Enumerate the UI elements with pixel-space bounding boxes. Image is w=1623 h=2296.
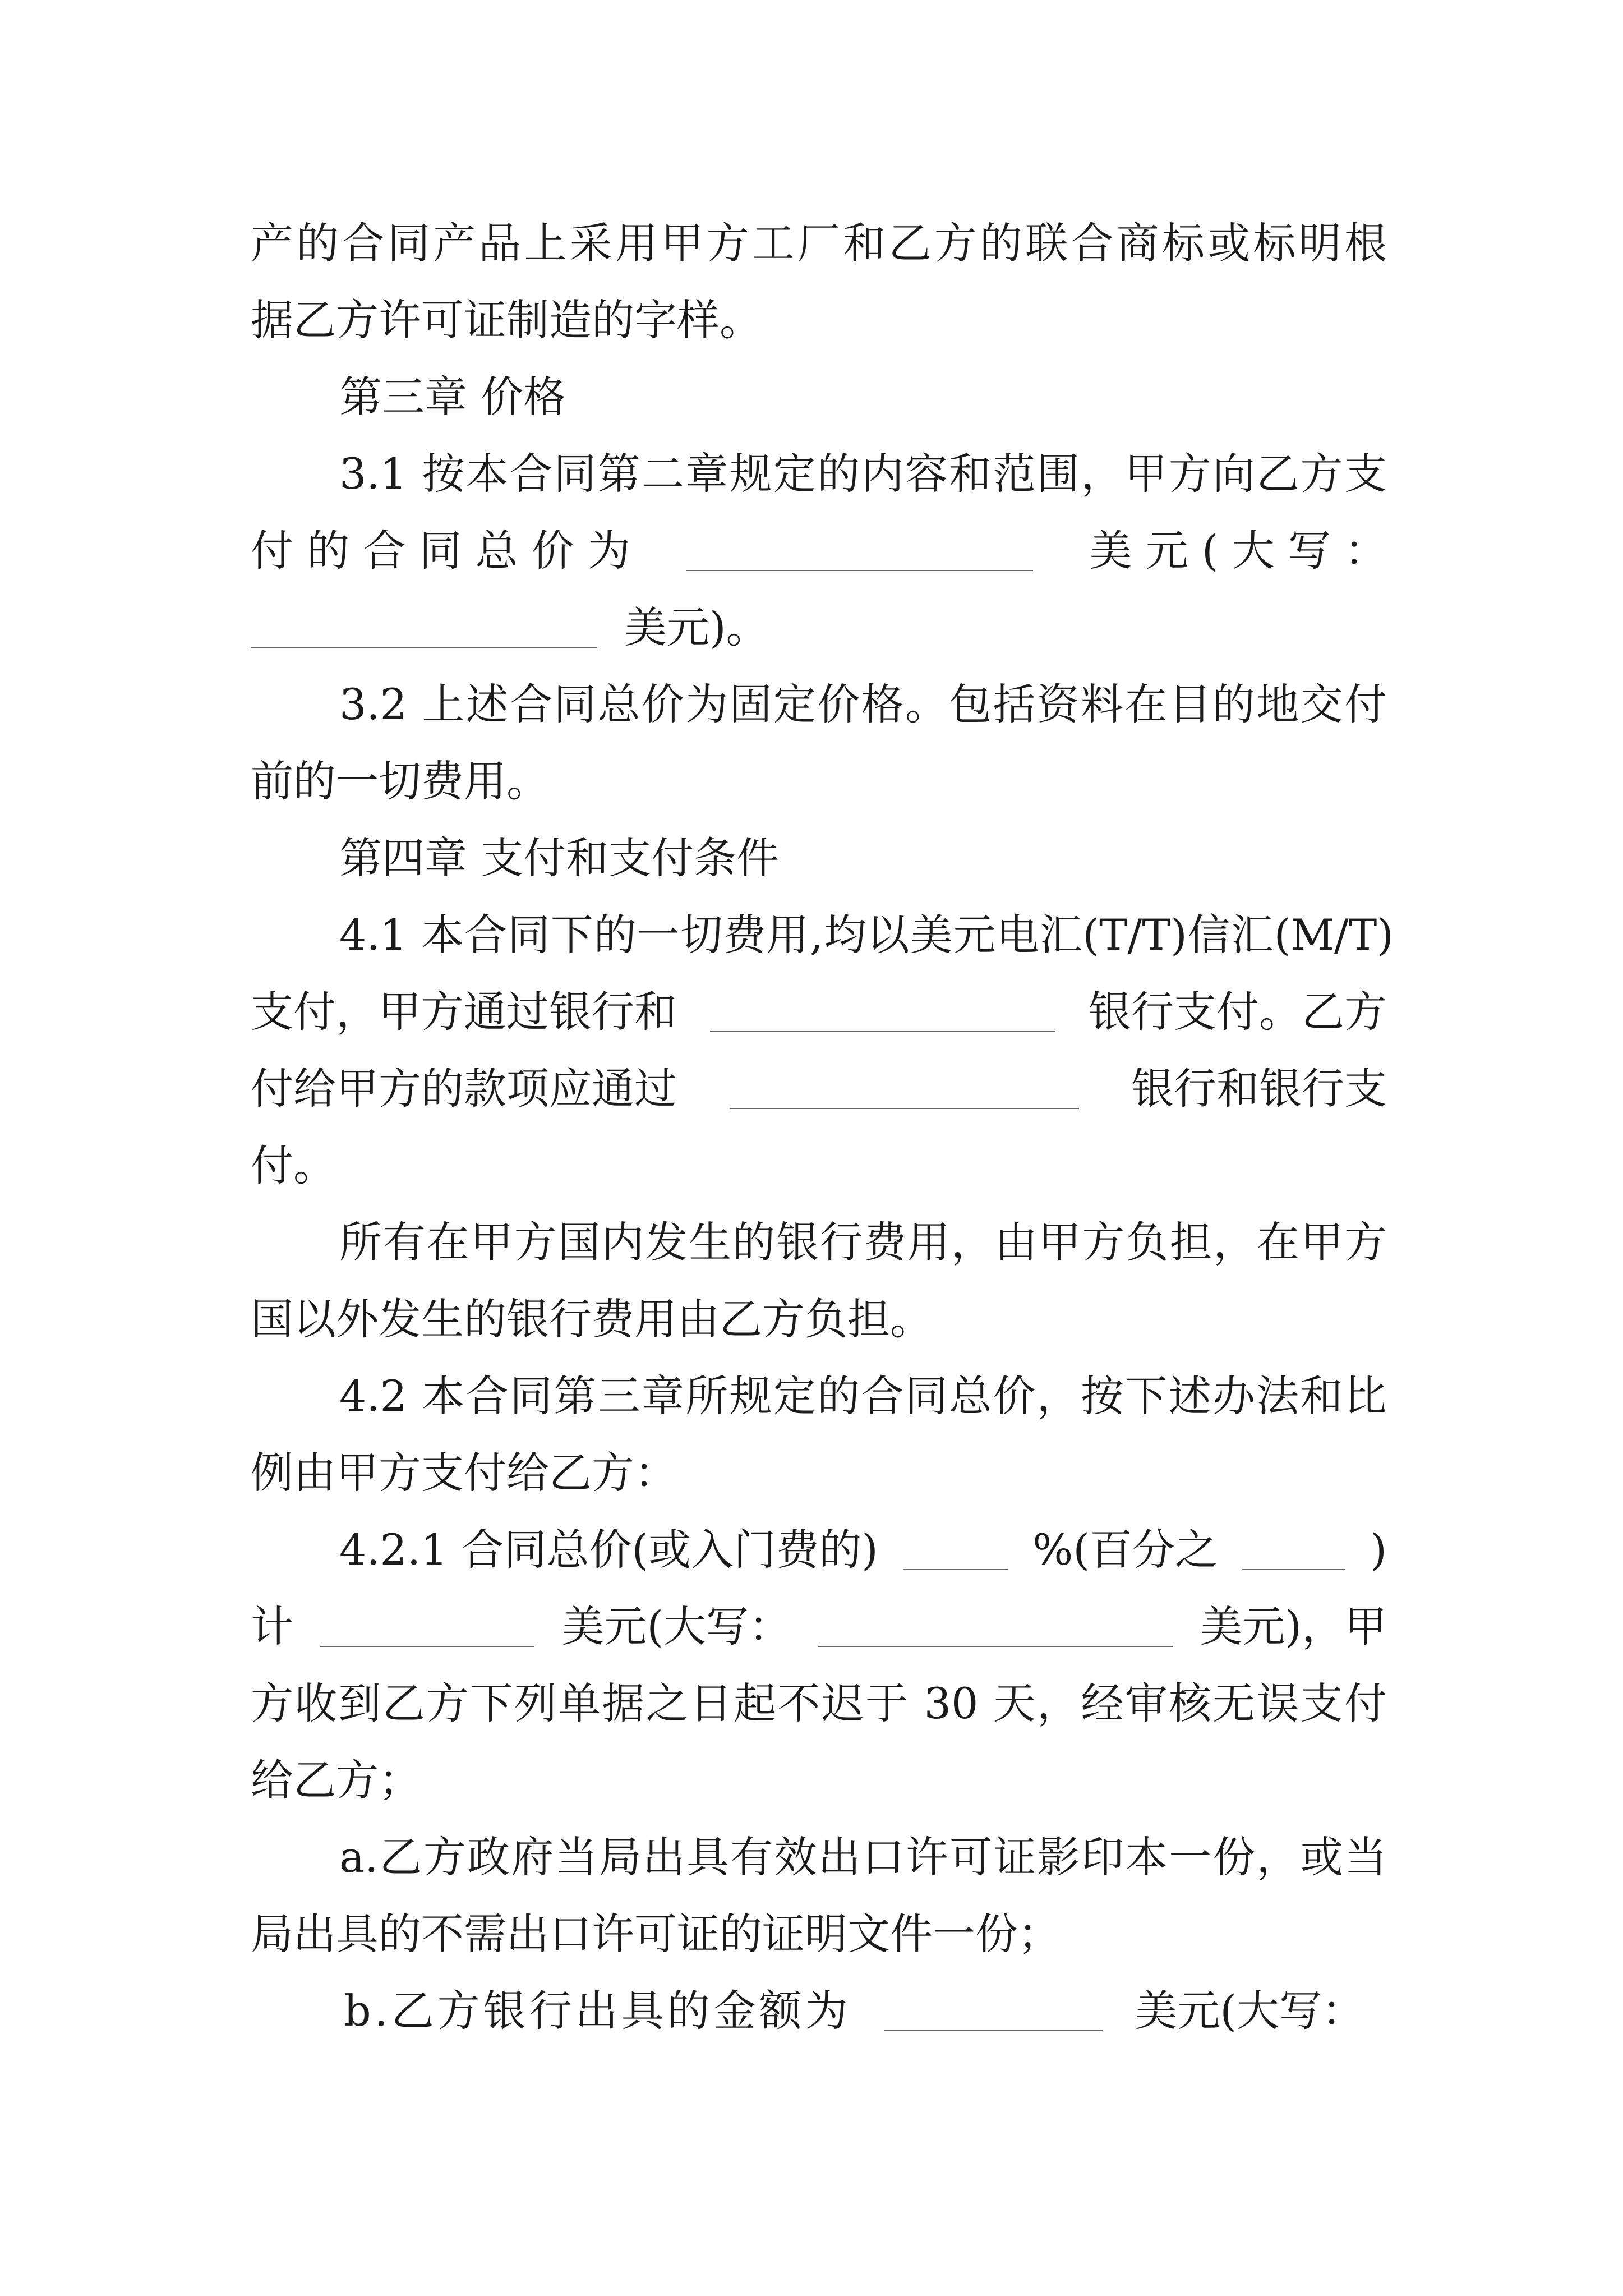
text-segment: ) bbox=[1370, 1525, 1387, 1575]
clause-3-2-line: 3.2 上述合同总价为固定价格。包括资料在目的地交付 bbox=[339, 679, 1387, 729]
text-line: 付。 bbox=[251, 1140, 336, 1190]
text-segment: 美元)，甲 bbox=[1200, 1602, 1387, 1651]
blank-underline bbox=[251, 600, 597, 648]
chapter-heading-price: 第三章 价格 bbox=[339, 372, 566, 422]
text-segment: 支付，甲方通过银行和 bbox=[251, 987, 677, 1037]
blank-underline bbox=[686, 523, 1033, 571]
chapter-heading-payment: 第四章 支付和支付条件 bbox=[339, 833, 780, 883]
text-line: 所有在甲方国内发生的银行费用，由甲方负担，在甲方 bbox=[339, 1217, 1387, 1267]
text-line: 产的合同产品上采用甲方工厂和乙方的联合商标或标明根 bbox=[251, 218, 1387, 268]
text-line: 方收到乙方下列单据之日起不迟于 30 天，经审核无误支付 bbox=[251, 1678, 1387, 1728]
text-segment: %(百分之 bbox=[1032, 1525, 1218, 1575]
blank-underline bbox=[884, 1983, 1103, 2031]
text-line-with-blank bbox=[251, 600, 868, 656]
text-line: 给乙方； bbox=[251, 1755, 421, 1805]
blank-underline bbox=[903, 1522, 1008, 1570]
blank-underline bbox=[730, 1061, 1079, 1109]
text-segment: 4.2.1 合同总价(或入门费的) bbox=[339, 1525, 878, 1575]
text-line: 例由甲方支付给乙方： bbox=[251, 1448, 677, 1498]
blank-underline bbox=[710, 984, 1055, 1032]
text-segment: 美元(大写： bbox=[561, 1602, 791, 1651]
text-segment: 银行支付。乙方 bbox=[1089, 987, 1387, 1037]
text-segment: 美元)。 bbox=[624, 602, 769, 652]
text-line: 国以外发生的银行费用由乙方负担。 bbox=[251, 1294, 933, 1344]
text-line-with-blank bbox=[251, 1061, 1387, 1117]
item-b-line bbox=[344, 1983, 1364, 2039]
text-segment: 付给甲方的款项应通过 bbox=[251, 1064, 677, 1114]
blank-underline bbox=[320, 1599, 534, 1647]
clause-4-2-1-line bbox=[339, 1522, 1387, 1578]
text-segment: 银行和银行支 bbox=[1131, 1064, 1387, 1114]
text-line: 前的一切费用。 bbox=[251, 756, 549, 806]
text-segment: 计 bbox=[251, 1602, 293, 1651]
item-a-line: a.乙方政府当局出具有效出口许可证影印本一份，或当 bbox=[339, 1832, 1387, 1882]
text-segment: 美元(大写： bbox=[1135, 1986, 1364, 2036]
text-line-with-blank bbox=[251, 984, 1387, 1040]
text-segment: 付 的 合 同 总 价 为 bbox=[251, 526, 630, 576]
text-segment: b.乙方银行出具的金额为 bbox=[344, 1986, 851, 2036]
text-line: 据乙方许可证制造的字样。 bbox=[251, 295, 762, 345]
clause-4-2-line: 4.2 本合同第三章所规定的合同总价，按下述办法和比 bbox=[339, 1371, 1387, 1421]
clause-3-1-line: 3.1 按本合同第二章规定的内容和范围，甲方向乙方支 bbox=[339, 449, 1387, 499]
text-line-with-blank bbox=[251, 1599, 1387, 1655]
text-segment: 美 元 ( 大 写 ： bbox=[1089, 526, 1387, 576]
blank-underline bbox=[818, 1599, 1173, 1647]
clause-4-1-line: 4.1 本合同下的一切费用,均以美元电汇(T/T)信汇(M/T) bbox=[339, 910, 1394, 960]
text-line: 局出具的不需出口许可证的证明文件一份； bbox=[251, 1909, 1061, 1959]
text-line-with-blank bbox=[251, 523, 1387, 579]
blank-underline bbox=[1242, 1522, 1345, 1570]
